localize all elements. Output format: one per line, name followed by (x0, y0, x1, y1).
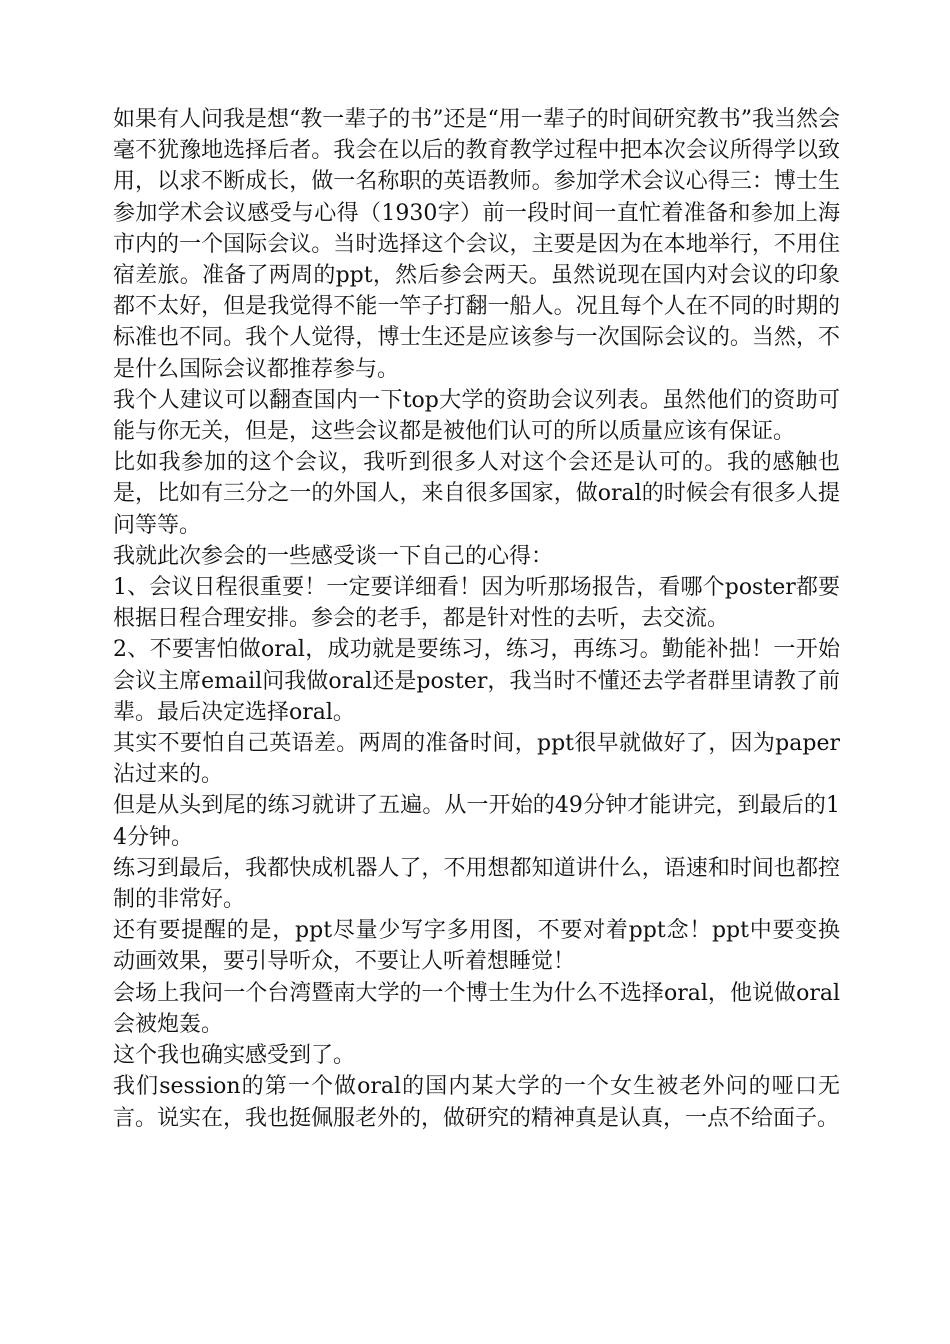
paragraph-1: 如果有人问我是想“教一辈子的书”还是“用一辈子的时间研究教书”我当然会毫不犹豫地选择后者。我会在以后的教育教学过程中把本次会议所得学以致用，以求不断成长，做一名称职的英语教师。参加学术会议心得三：博士生参加学术会议感受与心得（1930字）前一段时间一直忙着准备和参加上海市内的一个国际会议。当时选择这个会议，主要是因为在本地举行，不用住宿差旅。准备了两周的ppt，然后参会两天。虽然说现在国内对会议的印象都不太好，但是我觉得不能一竿子打翻一船人。况且每个人在不同的时期的标准也不同。我个人觉得，博士生还是应该参与一次国际会议的。当然，不是什么国际会议都推荐参与。 (113, 107, 840, 382)
paragraph-7: 其实不要怕自己英语差。两周的准备时间，ppt很早就做好了，因为paper沾过来的。 (113, 731, 840, 788)
paragraph-9: 练习到最后，我都快成机器人了，不用想都知道讲什么，语速和时间也都控制的非常好。 (113, 855, 840, 913)
paragraph-10: 还有要提醒的是，ppt尽量少写字多用图，不要对着ppt念！ppt中要变换动画效果，要引导听众，不要让人听着想睡觉！ (113, 918, 840, 975)
paragraph-11: 会场上我问一个台湾暨南大学的一个博士生为什么不选择oral，他说做oral会被炮轰。 (113, 980, 840, 1037)
paragraph-6: 2、不要害怕做oral，成功就是要练习，练习，再练习。勤能补拙！一开始会议主席email问我做oral还是poster，我当时不懂还去学者群里请教了前辈。最后决定选择oral。 (113, 637, 840, 725)
paragraph-3: 比如我参加的这个会议，我听到很多人对这个会还是认可的。我的感触也是，比如有三分之一的外国人，来自很多国家，做oral的时候会有很多人提问等等。 (113, 450, 840, 538)
paragraph-12: 这个我也确实感受到了。 (113, 1043, 356, 1069)
paragraph-2: 我个人建议可以翻查国内一下top大学的资助会议列表。虽然他们的资助可能与你无关，但是，这些会议都是被他们认可的所以质量应该有保证。 (113, 387, 840, 445)
paragraph-5: 1、会议日程很重要！一定要详细看！因为听那场报告，看哪个poster都要根据日程合理安排。参会的老手，都是针对性的去听，去交流。 (113, 575, 840, 632)
paragraph-4: 我就此次参会的一些感受谈一下自己的心得： (113, 543, 554, 569)
paragraph-8: 但是从头到尾的练习就讲了五遍。从一开始的49分钟才能讲完，到最后的14分钟。 (113, 793, 840, 850)
document-page (113, 104, 840, 1134)
paragraph-13: 我们session的第一个做oral的国内某大学的一个女生被老外问的哑口无言。说实在，我也挺佩服老外的，做研究的精神真是认真，一点不给面子。 (113, 1074, 840, 1131)
